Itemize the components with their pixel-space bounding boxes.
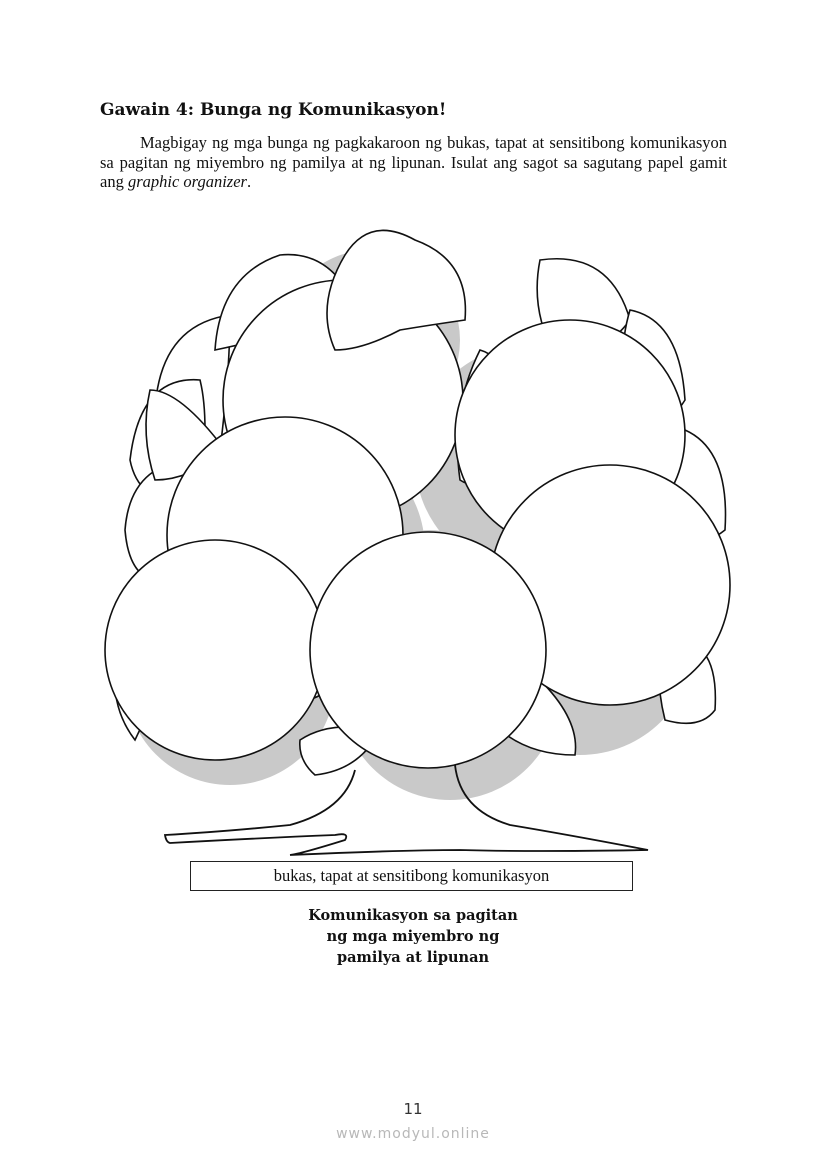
activity-instructions <box>100 133 727 192</box>
fruit-bubble-5 <box>105 540 325 760</box>
caption-line-1: Komunikasyon sa pagitan <box>308 907 518 924</box>
fruit-bubble-6 <box>310 532 546 768</box>
instruction-end: . <box>246 172 252 191</box>
watermark: www.modyul.online <box>336 1126 490 1142</box>
instruction-italic-term: graphic organizer <box>127 172 247 191</box>
organizer-caption <box>263 905 563 968</box>
instruction-text: Magbigay ng mga bunga ng pagkakaroon ng bukas, tapat at sensitibong komunikasyon sa pagitan ng miyembro ng pamilya at ng lipunan. Isulat ang sagot sa sagutang papel gamit ang <box>100 133 727 191</box>
caption-line-3: pamilya at lipunan <box>336 949 490 966</box>
activity-title: Gawain 4: Bunga ng Komunikasyon! <box>100 100 447 120</box>
tree-graphic-organizer <box>100 210 740 870</box>
page-number: 11 <box>403 1100 423 1118</box>
root-label-box[interactable]: bukas, tapat at sensitibong komunikasyon <box>190 861 633 891</box>
caption-line-2: ng mga miyembro ng <box>326 928 500 945</box>
